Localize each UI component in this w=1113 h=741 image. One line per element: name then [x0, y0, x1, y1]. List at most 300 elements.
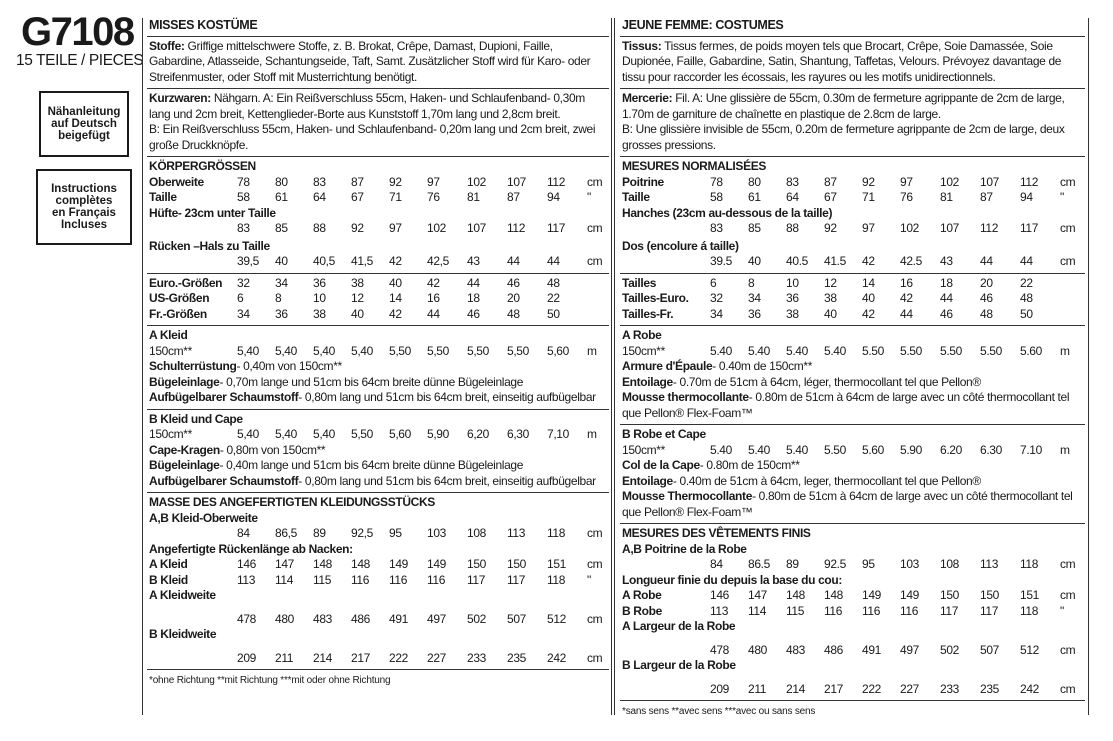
size-value: 217: [824, 681, 843, 696]
size-row: [622, 276, 1083, 292]
size-value: 6: [237, 291, 244, 305]
row-label: [149, 651, 237, 667]
size-value: 50: [547, 306, 560, 321]
size-value: 5.40: [748, 343, 770, 358]
size-value: 41,5: [351, 254, 373, 268]
size-value: 22: [1020, 275, 1033, 290]
badge-line: complètes: [55, 195, 113, 207]
size-value: 5,40: [237, 343, 259, 358]
row-label: [149, 526, 237, 542]
notions-a: Fil. A: Une glissière de 55cm, 0.30m de fermeture agrippante de 2cm de large, 1.70m de garniture de chaînette en plastique de 2.8cm de large.: [622, 91, 1065, 121]
measure-row: [149, 175, 607, 191]
size-value: 42: [862, 306, 875, 321]
view-b-yardage: [147, 410, 609, 494]
section-title: MESURES DES VÊTEMENTS FINIS: [622, 526, 811, 540]
row-label: [622, 221, 710, 237]
row-values: [237, 307, 587, 323]
notions-b: B: Ein Reißverschluss 55cm, Haken- und Schlaufenband- 0,20m lang und 2cm breit, zwei große Druckknöpfe.: [149, 122, 596, 152]
size-value: 36: [275, 306, 288, 321]
size-value: 40: [389, 275, 402, 290]
size-value: 94: [1020, 190, 1033, 204]
measure-row: [622, 588, 1083, 604]
interfacing-text: - 0,80m lang und 51cm bis 64cm breit, einseitig aufbügelbar: [298, 473, 596, 488]
size-value: 44: [507, 254, 520, 268]
row-label: Taille: [149, 190, 177, 204]
size-value: 112: [980, 221, 999, 235]
section-title: MESURES NORMALISÉES: [622, 159, 767, 173]
size-value: 149: [427, 557, 446, 571]
size-value: 36: [313, 275, 326, 290]
row-values: [710, 344, 1080, 360]
size-value: 5,50: [351, 427, 373, 441]
size-value: 497: [900, 642, 919, 657]
panel-title: JEUNE FEMME: COSTUMES: [620, 18, 1085, 37]
size-value: 61: [275, 190, 288, 204]
interfacing-text: - 0,80m lang und 51cm bis 64cm breit, einseitig aufbügelbar: [298, 390, 596, 404]
row-label: Poitrine: [622, 174, 664, 189]
size-value: 12: [824, 275, 837, 290]
size-value: 6: [710, 275, 717, 290]
row-label: A,B Poitrine de la Robe: [622, 541, 747, 556]
interfacing-text: - 0.40m de 51cm à 64cm, leger, thermocollant tel que Pellon®: [672, 473, 981, 488]
size-value: 39.5: [710, 254, 732, 268]
size-value: 32: [237, 275, 250, 290]
size-value: 85: [748, 221, 761, 235]
unit-label: ": [587, 190, 591, 204]
size-value: 5,40: [313, 427, 335, 441]
row-label: 150cm**: [622, 343, 665, 358]
interfacing-text: - 0,80m von 150cm**: [219, 442, 326, 457]
size-value: 40: [824, 306, 837, 321]
badge-line: Nähanleitung: [47, 106, 121, 118]
row-values: [237, 573, 607, 589]
size-value: 117: [467, 572, 486, 587]
unit-label: ": [1060, 190, 1064, 204]
size-value: 146: [237, 557, 256, 571]
size-value: 5,40: [351, 343, 373, 358]
size-value: 6.20: [940, 442, 962, 457]
row-values: [710, 643, 1080, 659]
row-label: [622, 643, 710, 659]
size-value: 46: [940, 306, 953, 321]
size-table: [620, 274, 1085, 327]
size-value: 118: [1020, 557, 1039, 571]
size-value: 42: [427, 275, 440, 290]
size-value: 5.40: [710, 442, 732, 457]
size-value: 92: [351, 221, 364, 235]
size-value: 50: [1020, 306, 1033, 321]
size-value: 117: [980, 603, 999, 618]
size-value: 40: [862, 291, 875, 305]
size-value: 44: [427, 306, 440, 321]
size-value: 89: [313, 526, 326, 540]
badge-line: en Français: [52, 207, 116, 219]
interfacing-label: Aufbügelbarer Schaumstoff: [149, 473, 299, 488]
size-value: 42.5: [900, 254, 922, 268]
row-values: [237, 254, 607, 270]
size-value: 58: [710, 190, 723, 204]
size-value: 67: [351, 190, 364, 204]
size-value: 36: [786, 291, 799, 305]
divider: [142, 18, 143, 715]
interfacing-text: - 0.80m de 150cm**: [699, 458, 800, 472]
row-label: [149, 254, 237, 270]
row-label: [149, 612, 237, 628]
fabric-row: [622, 344, 1083, 360]
size-value: 64: [786, 190, 799, 204]
unit-label: cm: [587, 174, 603, 189]
divider: [611, 18, 612, 715]
size-value: 95: [389, 526, 402, 540]
finished-measurements: [147, 493, 609, 670]
measure-row: [149, 573, 607, 589]
size-value: 87: [824, 174, 837, 189]
size-value: 22: [547, 291, 560, 305]
size-value: 116: [824, 603, 843, 618]
size-value: 486: [351, 611, 370, 626]
row-values: [237, 190, 607, 206]
interfacing-text: - 0.80m de 51cm à 64cm de large avec un côté thermocollant tel que Pellon® Flex-Foam™: [622, 390, 1070, 420]
divider: [1088, 18, 1089, 715]
row-values: [710, 682, 1080, 698]
row-label: B Kleidweite: [149, 627, 217, 641]
size-value: 40: [351, 306, 364, 321]
size-value: 214: [786, 681, 805, 696]
size-value: 113: [507, 526, 526, 540]
interfacing-text: - 0,40m von 150cm**: [236, 359, 342, 373]
size-value: 5.40: [710, 343, 732, 358]
size-value: 44: [1020, 254, 1033, 268]
section-title: MASSE DES ANGEFERTIGTEN KLEIDUNGSSTÜCKS: [149, 495, 435, 509]
fabric-row: [149, 427, 607, 443]
measure-row: [622, 254, 1083, 270]
french-instructions-badge: [36, 169, 132, 245]
measure-row: [149, 221, 607, 237]
unit-label: m: [1060, 442, 1070, 457]
row-label: Rücken –Hals zu Taille: [149, 238, 270, 253]
size-value: 118: [547, 526, 566, 540]
size-value: 10: [786, 275, 799, 290]
interfacing-text: - 0.40m de 150cm**: [712, 359, 813, 373]
size-value: 113: [237, 572, 256, 587]
notions-label: Mercerie:: [622, 91, 673, 105]
size-value: 116: [427, 572, 446, 587]
row-values: [710, 221, 1080, 237]
size-value: 67: [824, 190, 837, 204]
size-value: 48: [980, 306, 993, 321]
size-value: 89: [786, 557, 799, 571]
measure-row: [622, 604, 1083, 620]
size-value: 84: [237, 526, 250, 540]
row-values: [710, 588, 1080, 604]
size-value: 112: [1020, 174, 1039, 189]
interfacing-label: Mousse thermocollante: [622, 390, 749, 404]
size-value: 147: [275, 557, 294, 571]
size-value: 34: [710, 306, 723, 321]
measure-row: [149, 254, 607, 270]
unit-label: cm: [1060, 221, 1076, 235]
body-measurements: [620, 157, 1085, 274]
size-value: 42: [862, 254, 875, 268]
size-value: 149: [900, 588, 919, 602]
interfacing-text: - 0,40m lange und 51cm bis 64cm breite dünne Bügeleinlage: [219, 458, 524, 472]
pattern-number: G7108: [21, 10, 134, 54]
size-value: 5.40: [824, 343, 846, 358]
interfacing-text: - 0.70m de 51cm à 64cm, léger, thermocollant tel que Pellon®: [672, 374, 981, 389]
row-values: [237, 276, 587, 292]
measure-row: [149, 557, 607, 573]
size-value: 44: [980, 254, 993, 268]
size-value: 242: [547, 650, 566, 665]
interfacing-label: Entoilage: [622, 473, 673, 488]
badge-line: auf Deutsch: [51, 118, 117, 130]
size-value: 209: [710, 681, 729, 696]
row-label: Fr.-Größen: [149, 306, 207, 321]
view-a-yardage: [620, 326, 1085, 425]
body-measurements: [147, 157, 609, 274]
section-title: KÖRPERGRÖSSEN: [149, 159, 256, 173]
unit-label: cm: [587, 254, 603, 268]
size-value: 71: [389, 190, 402, 204]
size-value: 97: [389, 221, 402, 235]
row-values: [237, 344, 607, 360]
row-label: A,B Kleid-Oberweite: [149, 510, 258, 525]
size-value: 78: [710, 174, 723, 189]
fabric-row: [622, 443, 1083, 459]
size-value: 5,50: [427, 343, 449, 358]
size-value: 42,5: [427, 254, 449, 268]
size-value: 103: [427, 526, 446, 540]
row-values: [710, 557, 1080, 573]
size-value: 81: [467, 190, 480, 204]
size-value: 107: [980, 174, 999, 189]
row-label: Hanches (23cm au-dessous de la taille): [622, 205, 833, 220]
fabrics-text: Tissus fermes, de poids moyen tels que Brocart, Crêpe, Soie Damassée, Soie Dupionée, Faille, Gabardine, Satin, Shantung, Taffetas, Velours. Prévoyez davantage de tissu pour raccorder les écossais, les rayures ou les motifs unidirectionnels.: [622, 38, 1062, 84]
size-value: 5,40: [275, 343, 297, 358]
size-value: 148: [351, 557, 370, 571]
size-value: 483: [786, 642, 805, 657]
size-value: 502: [467, 611, 486, 626]
size-value: 117: [547, 221, 566, 235]
row-label: [622, 682, 710, 698]
size-value: 5.50: [900, 343, 922, 358]
size-value: 480: [748, 642, 767, 657]
size-value: 7.10: [1020, 442, 1042, 457]
size-value: 38: [824, 291, 837, 305]
row-values: [237, 175, 607, 191]
size-value: 86,5: [275, 526, 297, 540]
measure-row: [149, 190, 607, 206]
measure-row: [622, 221, 1083, 237]
fabric-row: [149, 344, 607, 360]
row-values: [710, 291, 1060, 307]
size-value: 92: [389, 174, 402, 189]
row-label: Dos (encolure á taille): [622, 238, 739, 253]
size-value: 44: [547, 254, 560, 268]
unit-label: cm: [587, 221, 603, 235]
row-label: Angefertigte Rückenlänge ab Nacken:: [149, 541, 353, 556]
size-value: 214: [313, 650, 332, 665]
row-label: B Robe: [622, 603, 662, 618]
notions-section: [147, 89, 609, 157]
german-panel: [147, 18, 609, 689]
interfacing-text: - 0.80m de 51cm à 64cm de large avec un côté thermocollant tel que Pellon® Flex-Foam™: [622, 489, 1073, 519]
size-value: 512: [1020, 642, 1039, 657]
row-label: [622, 254, 710, 270]
size-value: 46: [980, 291, 993, 305]
size-value: 83: [786, 174, 799, 189]
size-value: 222: [389, 650, 408, 665]
size-value: 61: [748, 190, 761, 204]
size-value: 480: [275, 611, 294, 626]
row-label: A Kleid: [149, 557, 188, 571]
size-value: 94: [547, 190, 560, 204]
size-value: 42: [389, 306, 402, 321]
row-label: Tailles-Fr.: [622, 306, 674, 321]
size-value: 40: [275, 254, 288, 268]
size-value: 64: [313, 190, 326, 204]
size-value: 227: [427, 650, 446, 665]
row-label: Oberweite: [149, 174, 204, 189]
size-value: 116: [351, 572, 370, 587]
row-values: [237, 557, 607, 573]
size-value: 87: [351, 174, 364, 189]
size-value: 149: [389, 557, 408, 571]
view-b-yardage: [620, 425, 1085, 524]
row-values: [710, 307, 1060, 323]
size-value: 114: [748, 603, 767, 618]
size-value: 5.90: [900, 442, 922, 457]
size-value: 112: [507, 221, 526, 235]
interfacing-label: Mousse Thermocollante: [622, 489, 753, 503]
unit-label: ": [1060, 603, 1064, 618]
size-value: 92.5: [824, 557, 846, 571]
size-value: 5.40: [786, 343, 808, 358]
notions-section: [620, 89, 1085, 157]
size-value: 5,40: [313, 343, 335, 358]
row-label: B Largeur de la Robe: [622, 658, 736, 672]
size-value: 83: [237, 221, 250, 235]
size-value: 103: [900, 557, 919, 571]
badge-line: Incluses: [60, 219, 108, 231]
size-value: 14: [389, 291, 402, 305]
size-value: 108: [467, 526, 486, 540]
size-value: 97: [900, 174, 913, 189]
size-value: 148: [313, 557, 332, 571]
footnote: *sans sens **avec sens ***avec ou sans sens: [622, 706, 816, 717]
size-value: 149: [862, 588, 881, 602]
size-value: 88: [786, 221, 799, 235]
size-row: [149, 276, 607, 292]
interfacing-label: Col de la Cape: [622, 458, 700, 472]
size-value: 40.5: [786, 254, 808, 268]
size-value: 86.5: [748, 557, 770, 571]
interfacing-label: Entoilage: [622, 374, 673, 389]
piece-count: 15 TEILE / PIECES: [16, 52, 144, 69]
size-value: 16: [427, 291, 440, 305]
size-value: 42: [900, 291, 913, 305]
size-value: 148: [786, 588, 805, 602]
unit-label: cm: [587, 611, 603, 626]
panel-title: MISSES KOSTÜME: [147, 18, 609, 37]
size-value: 8: [275, 291, 282, 305]
size-value: 150: [940, 588, 959, 602]
size-value: 147: [748, 588, 767, 602]
size-value: 117: [1020, 221, 1039, 235]
size-value: 102: [467, 174, 486, 189]
row-label: Tailles-Euro.: [622, 291, 689, 305]
size-value: 34: [275, 275, 288, 290]
badge-line: beigefügt: [58, 130, 110, 142]
size-value: 235: [980, 681, 999, 696]
size-value: 107: [507, 174, 526, 189]
row-label: [149, 221, 237, 237]
notions-label: Kurzwaren:: [149, 91, 211, 105]
size-value: 10: [313, 291, 326, 305]
row-label: Tailles: [622, 275, 657, 290]
size-value: 146: [710, 588, 729, 602]
size-value: 5.60: [1020, 343, 1042, 358]
fabrics-section: [147, 37, 609, 90]
row-label: A Kleidweite: [149, 588, 216, 602]
size-value: 150: [467, 557, 486, 571]
size-value: 5.50: [862, 343, 884, 358]
size-value: 233: [940, 681, 959, 696]
row-label: B Kleid: [149, 572, 188, 587]
size-value: 46: [507, 275, 520, 290]
size-value: 491: [389, 611, 408, 626]
row-label: US-Größen: [149, 291, 210, 305]
size-value: 42: [389, 254, 402, 268]
size-value: 40,5: [313, 254, 335, 268]
unit-label: m: [587, 427, 597, 441]
size-value: 102: [900, 221, 919, 235]
fabrics-section: [620, 37, 1085, 90]
row-label: Taille: [622, 190, 650, 204]
size-row: [622, 307, 1083, 323]
size-value: 117: [507, 572, 526, 587]
size-value: 32: [710, 291, 723, 305]
size-value: 118: [1020, 603, 1039, 618]
size-value: 84: [710, 557, 723, 571]
size-value: 107: [940, 221, 959, 235]
size-value: 34: [237, 306, 250, 321]
unit-label: cm: [587, 650, 603, 665]
size-value: 44: [467, 275, 480, 290]
fabrics-text: Griffige mittelschwere Stoffe, z. B. Brokat, Crêpe, Damast, Dupioni, Faille, Gabardine, Atlasseide, Schantungseide, Taft, Samt. Zusätzlicher Stoff wird für Karo- oder Streifenmuster, oder Stoff mit Musterrichtung benötigt.: [149, 38, 591, 84]
size-value: 116: [900, 603, 919, 618]
size-value: 6,20: [467, 427, 489, 441]
size-value: 478: [237, 611, 256, 626]
size-value: 97: [427, 174, 440, 189]
interfacing-label: Cape-Kragen: [149, 442, 220, 457]
size-value: 115: [786, 603, 805, 618]
size-value: 83: [710, 221, 723, 235]
row-values: [710, 276, 1060, 292]
row-values: [710, 190, 1080, 206]
size-value: 211: [748, 681, 767, 696]
size-value: 43: [467, 254, 480, 268]
row-label: Euro.-Größen: [149, 275, 223, 290]
measure-row: [622, 682, 1083, 698]
unit-label: cm: [1060, 557, 1076, 571]
size-value: 7,10: [547, 427, 569, 441]
size-value: 507: [980, 642, 999, 657]
size-value: 5,60: [389, 427, 411, 441]
size-value: 486: [824, 642, 843, 657]
size-value: 87: [507, 190, 520, 204]
size-value: 497: [427, 611, 446, 626]
